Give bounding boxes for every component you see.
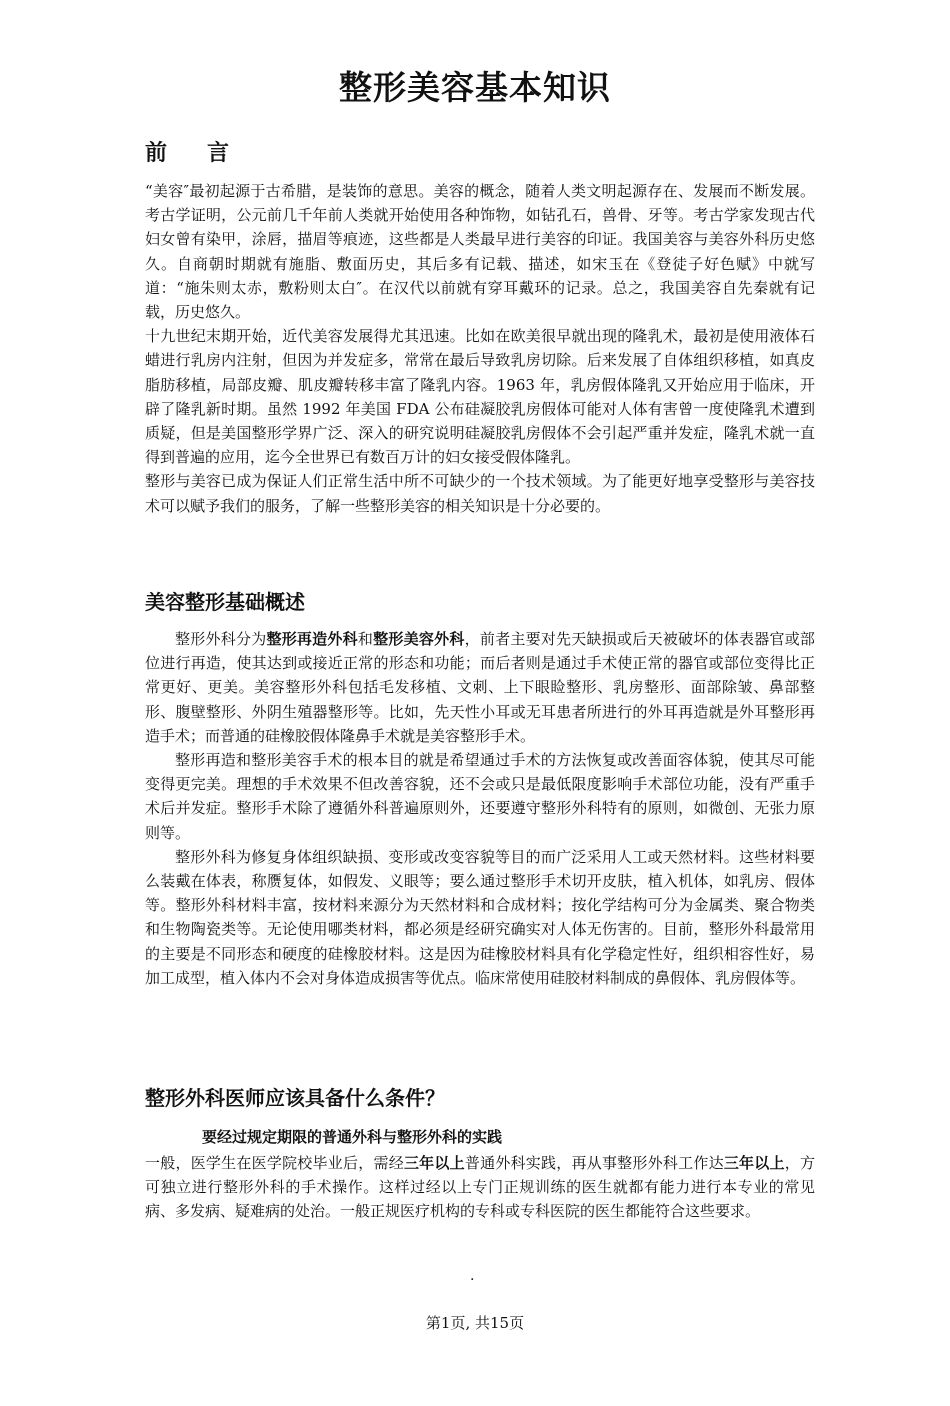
preface-paragraph-1: “美容″最初起源于古希腊，是装饰的意思。美容的概念，随着人类文明起源存在、发展而不断发展。考古学证明，公元前几千年前人类就开始使用各种饰物，如钻孔石，兽骨、牙等。考古学家发现古代妇女曾有染甲，涂唇，描眉等痕迹，这些都是人类最早进行美容的印证。我国美容与美容外科历史悠久。自商朝时期就有施脂、敷面历史，其后多有记载、描述，如宋玉在《登徒子好色赋》中就写道：“施朱则太赤，敷粉则太白″。在汉代以前就有穿耳戴环的记录。总之，我国美容自先秦就有记载，历史悠久。: [145, 182, 815, 322]
surgeon-subheading: 要经过规定期限的普通外科与整形外科的实践: [202, 1128, 503, 1146]
surgeon-p1-text-a: 一般，医学生在医学院校毕业后，需经: [145, 1154, 404, 1172]
overview-p1-term-cosmetic: 整形美容外科: [373, 630, 465, 648]
surgeon-p1-years-general: 三年以上: [403, 1154, 465, 1172]
surgeon-heading: 整形外科医师应该具备什么条件？: [145, 1086, 445, 1110]
overview-paragraph-3: 整形外科为修复身体组织缺损、变形或改变容貌等目的而广泛采用人工或天然材料。这些材料要么装戴在体表，称赝复体，如假发、义眼等；要么通过整形手术切开皮肤，植入机体，如乳房、假体等。整形外科材料丰富，按材料来源分为天然材料和合成材料；按化学结构可分为金属类、聚合物类和生物陶瓷类等。无论使用哪类材料，都必须是经研究确实对人体无伤害的。目前，整形外科最常用的主要是不同形态和硬度的硅橡胶材料。这是因为硅橡胶材料具有化学稳定性好，组织相容性好，易加工成型，植入体内不会对身体造成损害等优点。临床常使用硅胶材料制成的鼻假体、乳房假体等。: [145, 847, 815, 987]
overview-p1-text-b: 和: [357, 630, 374, 648]
surgeon-p1-text-c: ，方可独立进行整形外科的手术操作。这样过经以上专门正规训练的医生就都有能力进行本专业的常见病、多发病、疑难病的处治。一般正规医疗机构的专科或专科医院的医生都能符合这些要求。: [145, 1154, 815, 1221]
overview-p1-term-reconstructive: 整形再造外科: [266, 630, 358, 648]
overview-heading: 美容整形基础概述: [145, 590, 305, 614]
preface-heading: 前言: [145, 141, 270, 166]
overview-p1-text-c: ，前者主要对先天缺损或后天被破坏的体表器官或部位进行再造，使其达到或接近正常的形态和功能；而后者则是通过手术使正常的器官或部位变得比正常更好、更美。美容整形外科包括毛发移植、文刺、上下眼睑整形、乳房整形、面部除皱、鼻部整形、腹壁整形、外阴生殖器整形等。比如，先天性小耳或无耳患者所进行的外耳再造就是外耳整形再造手术；而普通的硅橡胶假体隆鼻手术就是美容整形手术。: [145, 630, 815, 745]
center-dot: .: [470, 1268, 475, 1284]
surgeon-p1-text-b: 普通外科实践，再从事整形外科工作达: [464, 1154, 724, 1172]
overview-p1-text-a: 整形外科分为: [175, 630, 267, 648]
document-title: 整形美容基本知识: [339, 68, 611, 107]
preface-body: [145, 179, 815, 518]
overview-body: [145, 627, 815, 990]
preface-paragraph-2: 十九世纪末期开始，近代美容发展得尤其迅速。比如在欧美很早就出现的隆乳术，最初是使用液体石蜡进行乳房内注射，但因为并发症多，常常在最后导致乳房切除。后来发展了自体组织移植，如真皮脂肪移植，局部皮瓣、肌皮瓣转移丰富了隆乳内容。1963 年，乳房假体隆乳又开始应用于临床，开辟了隆乳新时期。虽然 1992 年美国 FDA 公布硅凝胶乳房假体可能对人体有害曾一度使隆乳术遭到质疑，但是美国整形学界广泛、深入的研究说明硅凝胶乳房假体不会引起严重并发症，隆乳术就一直得到普遍的应用，迄今全世界已有数百万计的妇女接受假体隆乳。: [145, 327, 815, 467]
overview-paragraph-2: 整形再造和整形美容手术的根本目的就是希望通过手术的方法恢复或改善面容体貌，使其尽可能变得更完美。理想的手术效果不但改善容貌，还不会或只是最低限度影响手术部位功能，没有严重手术后并发症。整形手术除了遵循外科普遍原则外，还要遵守整形外科特有的原则，如微创、无张力原则等。: [145, 751, 815, 842]
page-footer: 第1页, 共15页: [425, 1314, 525, 1332]
surgeon-p1-years-plastic: 三年以上: [723, 1154, 785, 1172]
surgeon-body: [145, 1151, 815, 1224]
overview-paragraph-1: [145, 627, 815, 748]
preface-paragraph-3: 整形与美容已成为保证人们正常生活中所不可缺少的一个技术领域。为了能更好地享受整形与美容技术可以赋予我们的服务，了解一些整形美容的相关知识是十分必要的。: [145, 472, 815, 515]
surgeon-paragraph-1: [145, 1151, 815, 1224]
